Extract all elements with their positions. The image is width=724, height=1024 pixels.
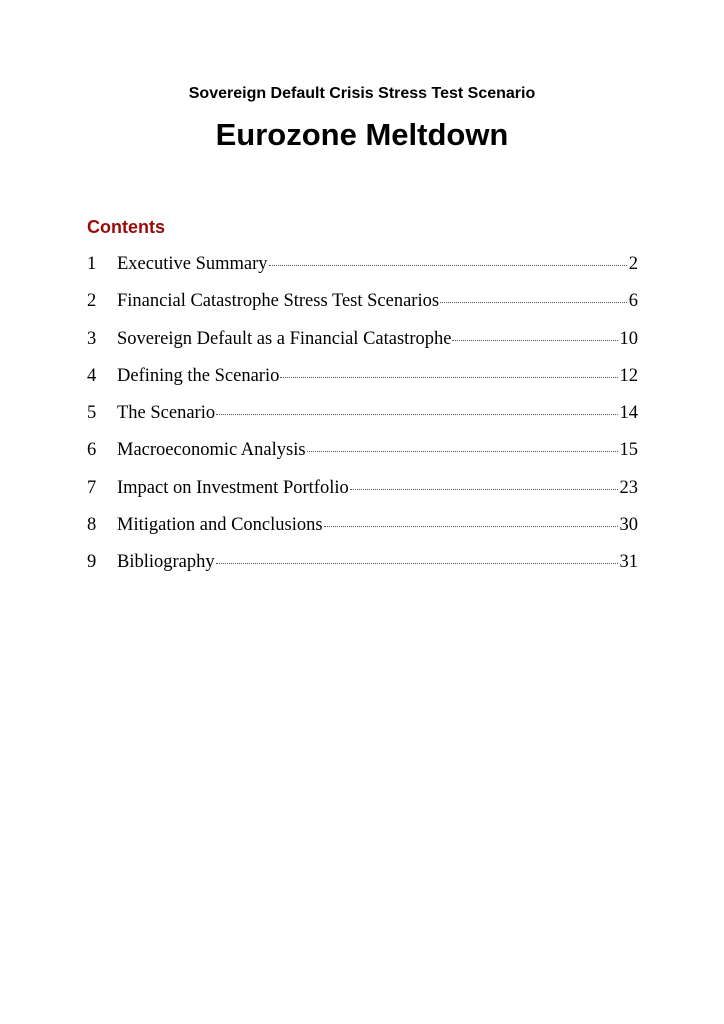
- toc-entry-title: Macroeconomic Analysis: [117, 440, 306, 461]
- toc-entry-page: 10: [619, 328, 638, 349]
- toc-entry-the-scenario[interactable]: [87, 399, 638, 436]
- toc-entry-bibliography[interactable]: [87, 548, 638, 585]
- toc-entry-number: 6: [87, 440, 97, 461]
- toc-dot-leader: [216, 563, 618, 564]
- toc-dot-leader: [452, 340, 617, 341]
- toc-entry-title: Impact on Investment Portfolio: [117, 477, 349, 498]
- toc-entry-page: 12: [619, 365, 638, 386]
- toc-entry-title: Financial Catastrophe Stress Test Scenarios: [117, 291, 440, 312]
- toc-entry-number: 8: [87, 515, 97, 536]
- toc-entry-title: Mitigation and Conclusions: [117, 515, 323, 536]
- toc-entry-stress-test-scenarios[interactable]: [87, 287, 638, 324]
- document-title: Eurozone Meltdown: [215, 117, 509, 152]
- table-of-contents: [87, 250, 638, 586]
- toc-entry-impact-on-portfolio[interactable]: [87, 474, 638, 511]
- toc-entry-page: 2: [628, 254, 638, 274]
- toc-entry-page: 14: [619, 403, 638, 424]
- toc-entry-title: Defining the Scenario: [117, 365, 280, 386]
- toc-entry-page: 31: [619, 552, 638, 573]
- toc-entry-number: 7: [87, 477, 97, 498]
- toc-entry-macroeconomic-analysis[interactable]: [87, 436, 638, 473]
- toc-dot-leader: [216, 414, 617, 415]
- toc-entry-number: 5: [87, 403, 97, 424]
- toc-entry-number: 2: [87, 291, 97, 312]
- toc-entry-sovereign-default[interactable]: [87, 325, 638, 362]
- document-subtitle: Sovereign Default Crisis Stress Test Scenario: [188, 85, 536, 102]
- toc-dot-leader: [324, 526, 618, 527]
- toc-dot-leader: [307, 451, 618, 452]
- toc-entry-executive-summary[interactable]: [87, 250, 638, 287]
- toc-dot-leader: [350, 489, 618, 490]
- toc-entry-number: 4: [87, 365, 97, 386]
- toc-entry-page: 6: [628, 291, 638, 312]
- toc-entry-title: The Scenario: [117, 403, 216, 424]
- toc-entry-page: 30: [619, 515, 638, 536]
- toc-entry-number: 9: [87, 552, 97, 573]
- toc-entry-page: 23: [619, 477, 638, 498]
- toc-entry-title: Sovereign Default as a Financial Catastrophe: [117, 328, 452, 349]
- contents-heading: Contents: [87, 217, 165, 237]
- toc-entry-page: 15: [619, 440, 638, 461]
- toc-entry-title: Executive Summary: [117, 254, 268, 274]
- toc-entry-number: 1: [87, 254, 97, 274]
- toc-entry-mitigation-and-conclusions[interactable]: [87, 511, 638, 548]
- toc-dot-leader: [440, 302, 627, 303]
- toc-entry-number: 3: [87, 328, 97, 349]
- toc-dot-leader: [269, 265, 627, 266]
- toc-entry-title: Bibliography: [117, 552, 215, 573]
- toc-dot-leader: [280, 377, 617, 378]
- toc-entry-defining-the-scenario[interactable]: [87, 362, 638, 399]
